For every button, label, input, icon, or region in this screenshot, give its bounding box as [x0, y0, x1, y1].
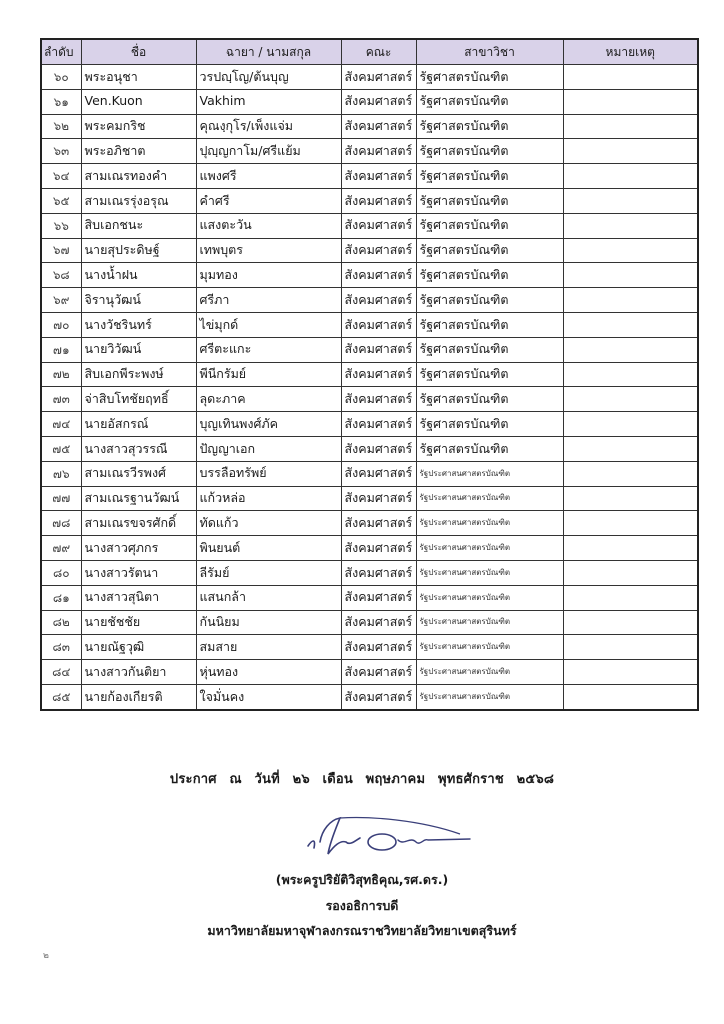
student-note: [563, 362, 698, 387]
table-body: [41, 65, 698, 710]
row-number: ๖๑: [41, 89, 81, 114]
table-row: [41, 635, 698, 660]
student-major: รัฐศาสตรบัณฑิต: [416, 114, 563, 139]
student-faculty: สังคมศาสตร์: [341, 560, 416, 585]
table-row: [41, 65, 698, 90]
student-faculty: สังคมศาสตร์: [341, 684, 416, 709]
student-faculty: สังคมศาสตร์: [341, 139, 416, 164]
student-note: [563, 263, 698, 288]
student-major: รัฐศาสตรบัณฑิต: [416, 288, 563, 313]
student-note: [563, 139, 698, 164]
student-name: นางสาวรัตนา: [81, 560, 196, 585]
student-faculty: สังคมศาสตร์: [341, 635, 416, 660]
announcement-year-label: พุทธศักราช: [437, 772, 504, 787]
student-faculty: สังคมศาสตร์: [341, 238, 416, 263]
row-number: ๘๓: [41, 635, 81, 660]
student-surname: กันนิยม: [196, 610, 341, 635]
row-number: ๘๐: [41, 560, 81, 585]
student-major: รัฐประศาสนศาสตรบัณฑิต: [416, 684, 563, 709]
student-surname: พินยนต์: [196, 536, 341, 561]
row-number: ๖๕: [41, 188, 81, 213]
table-row: [41, 486, 698, 511]
signer-institution: มหาวิทยาลัยมหาจุฬาลงกรณราชวิทยาลัยวิทยาเขตสุรินทร์: [207, 923, 517, 938]
announcement-day-label: วันที่: [254, 772, 280, 787]
student-surname: Vakhim: [196, 89, 341, 114]
row-number: ๖๗: [41, 238, 81, 263]
header-no: ลำดับ: [41, 39, 81, 65]
student-faculty: สังคมศาสตร์: [341, 213, 416, 238]
student-note: [563, 65, 698, 90]
row-number: ๗๗: [41, 486, 81, 511]
student-surname: ทัดแก้ว: [196, 511, 341, 536]
student-name: พระคมกริช: [81, 114, 196, 139]
table-row: [41, 660, 698, 685]
header-note: หมายเหตุ: [563, 39, 698, 65]
student-name: สามเณรทองคำ: [81, 164, 196, 189]
student-faculty: สังคมศาสตร์: [341, 263, 416, 288]
student-major: รัฐประศาสนศาสตรบัณฑิต: [416, 461, 563, 486]
student-surname: ศรีภา: [196, 288, 341, 313]
table-row: [41, 362, 698, 387]
announcement-day: ๒๖: [292, 772, 310, 787]
student-name: นายชัชชัย: [81, 610, 196, 635]
student-note: [563, 635, 698, 660]
table-row: [41, 188, 698, 213]
student-surname: คุณงฺกุโร/เพ็งแจ่ม: [196, 114, 341, 139]
table-row: [41, 288, 698, 313]
student-major: รัฐศาสตรบัณฑิต: [416, 312, 563, 337]
announcement-month: พฤษภาคม: [365, 772, 426, 787]
student-faculty: สังคมศาสตร์: [341, 188, 416, 213]
student-faculty: สังคมศาสตร์: [341, 337, 416, 362]
student-surname: เทพบุตร: [196, 238, 341, 263]
table-row: [41, 412, 698, 437]
announcement-at: ณ: [229, 772, 242, 787]
row-number: ๖๒: [41, 114, 81, 139]
row-number: ๖๓: [41, 139, 81, 164]
student-name: นายอัสกรณ์: [81, 412, 196, 437]
table-row: [41, 139, 698, 164]
student-name: นางสาวสุนิตา: [81, 585, 196, 610]
row-number: ๘๑: [41, 585, 81, 610]
student-name: พระอนุชา: [81, 65, 196, 90]
row-number: ๘๒: [41, 610, 81, 635]
table-row: [41, 114, 698, 139]
signature-icon: [300, 812, 475, 862]
student-faculty: สังคมศาสตร์: [341, 65, 416, 90]
student-faculty: สังคมศาสตร์: [341, 436, 416, 461]
row-number: ๗๓: [41, 387, 81, 412]
student-surname: พีนีกรัมย์: [196, 362, 341, 387]
student-major: รัฐประศาสนศาสตรบัณฑิต: [416, 511, 563, 536]
header-name: ชื่อ: [81, 39, 196, 65]
student-major: รัฐศาสตรบัณฑิต: [416, 337, 563, 362]
student-surname: ปัญญาเอก: [196, 436, 341, 461]
student-surname: แพงศรี: [196, 164, 341, 189]
student-note: [563, 486, 698, 511]
student-name: สามเณรฐานวัฒน์: [81, 486, 196, 511]
announcement-month-label: เดือน: [322, 772, 353, 787]
student-list-table: [40, 38, 699, 711]
table-row: [41, 461, 698, 486]
student-surname: ไข่มุกด์: [196, 312, 341, 337]
student-note: [563, 89, 698, 114]
student-name: Ven.Kuon: [81, 89, 196, 114]
student-note: [563, 536, 698, 561]
row-number: ๗๖: [41, 461, 81, 486]
table-row: [41, 684, 698, 709]
student-note: [563, 610, 698, 635]
announcement-line: [0, 768, 724, 789]
student-major: รัฐประศาสนศาสตรบัณฑิต: [416, 536, 563, 561]
student-major: รัฐประศาสนศาสตรบัณฑิต: [416, 610, 563, 635]
row-number: ๗๒: [41, 362, 81, 387]
student-note: [563, 560, 698, 585]
student-surname: บุญเทินพงศ์ภัค: [196, 412, 341, 437]
student-note: [563, 337, 698, 362]
header-surname: ฉายา / นามสกุล: [196, 39, 341, 65]
row-number: ๖๘: [41, 263, 81, 288]
student-surname: แสนกล้า: [196, 585, 341, 610]
student-note: [563, 164, 698, 189]
row-number: ๖๔: [41, 164, 81, 189]
student-note: [563, 684, 698, 709]
student-faculty: สังคมศาสตร์: [341, 288, 416, 313]
student-name: นางสาวศุภกร: [81, 536, 196, 561]
table-header-row: [41, 39, 698, 65]
student-surname: มุมทอง: [196, 263, 341, 288]
student-note: [563, 585, 698, 610]
table-row: [41, 560, 698, 585]
student-note: [563, 238, 698, 263]
table-row: [41, 436, 698, 461]
student-major: รัฐศาสตรบัณฑิต: [416, 139, 563, 164]
student-faculty: สังคมศาสตร์: [341, 89, 416, 114]
table-row: [41, 585, 698, 610]
student-faculty: สังคมศาสตร์: [341, 536, 416, 561]
student-name: จ่าสิบโทชัยฤทธิ์: [81, 387, 196, 412]
announcement-prefix: ประกาศ: [169, 772, 217, 787]
student-note: [563, 213, 698, 238]
row-number: ๗๑: [41, 337, 81, 362]
table-row: [41, 164, 698, 189]
row-number: ๗๔: [41, 412, 81, 437]
student-note: [563, 387, 698, 412]
student-note: [563, 511, 698, 536]
student-major: รัฐศาสตรบัณฑิต: [416, 164, 563, 189]
student-major: รัฐศาสตรบัณฑิต: [416, 65, 563, 90]
student-name: สามเณรวีรพงศ์: [81, 461, 196, 486]
student-name: สิบเอกชนะ: [81, 213, 196, 238]
student-major: รัฐศาสตรบัณฑิต: [416, 436, 563, 461]
student-surname: ปุญฺญกาโม/ศรีแย้ม: [196, 139, 341, 164]
student-major: รัฐศาสตรบัณฑิต: [416, 213, 563, 238]
student-surname: หุ่นทอง: [196, 660, 341, 685]
student-note: [563, 312, 698, 337]
student-name: นายณัฐวุฒิ: [81, 635, 196, 660]
student-note: [563, 436, 698, 461]
student-name: จิรานุวัฒน์: [81, 288, 196, 313]
student-faculty: สังคมศาสตร์: [341, 585, 416, 610]
student-major: รัฐศาสตรบัณฑิต: [416, 412, 563, 437]
table-row: [41, 263, 698, 288]
row-number: ๗๙: [41, 536, 81, 561]
student-major: รัฐประศาสนศาสตรบัณฑิต: [416, 635, 563, 660]
student-major: รัฐศาสตรบัณฑิต: [416, 263, 563, 288]
row-number: ๗๐: [41, 312, 81, 337]
student-major: รัฐประศาสนศาสตรบัณฑิต: [416, 560, 563, 585]
student-surname: ลุดะภาค: [196, 387, 341, 412]
student-name: นางสาวสุวรรณี: [81, 436, 196, 461]
student-name: พระอภิชาต: [81, 139, 196, 164]
row-number: ๗๘: [41, 511, 81, 536]
student-name: สามเณรรุ่งอรุณ: [81, 188, 196, 213]
table-row: [41, 337, 698, 362]
table-row: [41, 536, 698, 561]
student-faculty: สังคมศาสตร์: [341, 610, 416, 635]
student-note: [563, 660, 698, 685]
table-row: [41, 387, 698, 412]
student-major: รัฐประศาสนศาสตรบัณฑิต: [416, 585, 563, 610]
student-note: [563, 461, 698, 486]
signer-position: รองอธิการบดี: [325, 898, 399, 913]
student-surname: ลีรัมย์: [196, 560, 341, 585]
student-name: นายก้องเกียรติ: [81, 684, 196, 709]
student-surname: ใจมั่นคง: [196, 684, 341, 709]
student-name: สามเณรขจรศักดิ์: [81, 511, 196, 536]
student-faculty: สังคมศาสตร์: [341, 660, 416, 685]
student-major: รัฐศาสตรบัณฑิต: [416, 387, 563, 412]
student-faculty: สังคมศาสตร์: [341, 511, 416, 536]
student-faculty: สังคมศาสตร์: [341, 164, 416, 189]
page-number: ๒: [43, 951, 49, 961]
row-number: ๘๕: [41, 684, 81, 709]
student-faculty: สังคมศาสตร์: [341, 412, 416, 437]
student-name: นายวิวัฒน์: [81, 337, 196, 362]
signer-name: (พระครูปริยัติวิสุทธิคุณ,รศ.ดร.): [275, 872, 449, 887]
student-major: รัฐประศาสนศาสตรบัณฑิต: [416, 660, 563, 685]
student-surname: สมสาย: [196, 635, 341, 660]
header-faculty: คณะ: [341, 39, 416, 65]
row-number: ๗๕: [41, 436, 81, 461]
table-row: [41, 213, 698, 238]
student-name: นางสาวกันติยา: [81, 660, 196, 685]
row-number: ๖๐: [41, 65, 81, 90]
student-major: รัฐศาสตรบัณฑิต: [416, 188, 563, 213]
announcement-year: ๒๕๖๘: [516, 772, 555, 787]
student-name: สิบเอกพีระพงษ์: [81, 362, 196, 387]
student-faculty: สังคมศาสตร์: [341, 486, 416, 511]
student-surname: แสงตะวัน: [196, 213, 341, 238]
row-number: ๖๙: [41, 288, 81, 313]
student-major: รัฐศาสตรบัณฑิต: [416, 238, 563, 263]
header-major: สาขาวิชา: [416, 39, 563, 65]
table-row: [41, 89, 698, 114]
student-name: นายสุประดิษฐ์: [81, 238, 196, 263]
student-surname: บรรลือทรัพย์: [196, 461, 341, 486]
student-note: [563, 288, 698, 313]
student-note: [563, 188, 698, 213]
student-faculty: สังคมศาสตร์: [341, 387, 416, 412]
row-number: ๘๔: [41, 660, 81, 685]
student-major: รัฐศาสตรบัณฑิต: [416, 362, 563, 387]
table-row: [41, 511, 698, 536]
student-surname: วรปญฺโญ/ต้นบุญ: [196, 65, 341, 90]
student-surname: คำศรี: [196, 188, 341, 213]
student-name: นางวัชรินทร์: [81, 312, 196, 337]
table-row: [41, 610, 698, 635]
student-note: [563, 412, 698, 437]
student-faculty: สังคมศาสตร์: [341, 312, 416, 337]
row-number: ๖๖: [41, 213, 81, 238]
student-faculty: สังคมศาสตร์: [341, 362, 416, 387]
table-row: [41, 312, 698, 337]
student-faculty: สังคมศาสตร์: [341, 114, 416, 139]
student-surname: แก้วหล่อ: [196, 486, 341, 511]
student-major: รัฐศาสตรบัณฑิต: [416, 89, 563, 114]
student-name: นางน้ำฝน: [81, 263, 196, 288]
table-row: [41, 238, 698, 263]
student-note: [563, 114, 698, 139]
student-faculty: สังคมศาสตร์: [341, 461, 416, 486]
student-surname: ศรีตะแกะ: [196, 337, 341, 362]
student-major: รัฐประศาสนศาสตรบัณฑิต: [416, 486, 563, 511]
